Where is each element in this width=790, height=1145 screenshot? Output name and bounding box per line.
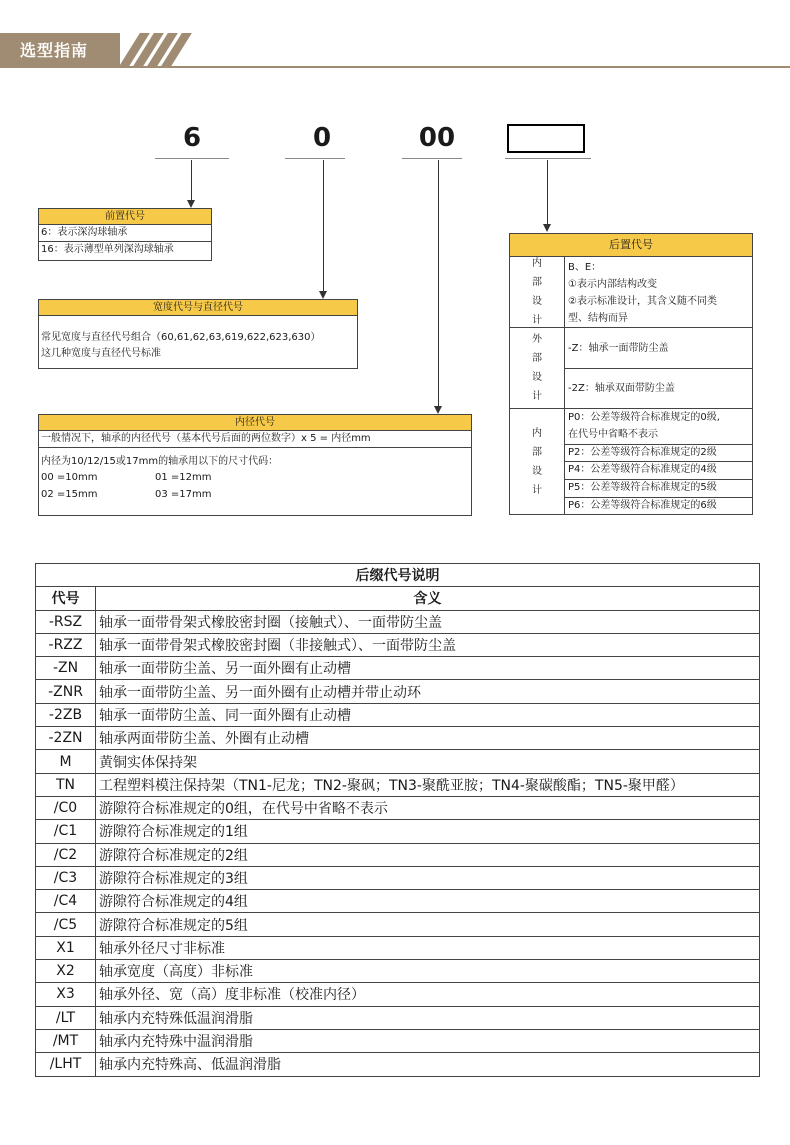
table-row: [36, 843, 760, 866]
digit-underline: [402, 158, 462, 159]
suffix-code-cell: -ZN: [36, 657, 96, 680]
arrow-line: [323, 160, 324, 291]
suffix-code-cell: /C5: [36, 913, 96, 936]
label-char: 设: [532, 465, 542, 477]
suffix-code-cell: TN: [36, 773, 96, 796]
prefix-box-title: 前置代号: [39, 209, 211, 225]
prefix-line: 6：表示深沟球轴承: [41, 227, 128, 238]
table-row: [36, 866, 760, 889]
table-row: [36, 1006, 760, 1029]
table-row: [36, 983, 760, 1006]
code-digit-dimension: 0: [312, 123, 332, 153]
bore-rule-line: 一般情况下，轴承的内径代号（基本代号后面的两位数字）x 5 = 内径mm: [41, 433, 371, 444]
label-char: 计: [532, 315, 542, 326]
label-char: 部: [532, 277, 542, 288]
label-char: 部: [532, 353, 542, 364]
suffix-meaning-cell: 轴承外径尺寸非标准: [96, 936, 760, 959]
table-caption-row: [36, 564, 760, 587]
suffix-meaning-cell: 游隙符合标准规定的0组，在代号中省略不表示: [96, 796, 760, 819]
suffix-code-cell: /C0: [36, 796, 96, 819]
external-label: [510, 328, 565, 408]
table-row: [36, 680, 760, 703]
suffix-code-box: [507, 124, 585, 153]
suffix-code-cell: X2: [36, 960, 96, 983]
tolerance-line: P4：公差等级符合标准规定的4级: [568, 464, 717, 475]
suffix-internal-row: [509, 257, 753, 328]
tolerance-line: 在代号中省略不表示: [568, 429, 658, 440]
bore-code-row: [39, 470, 471, 487]
bore-code: 03 =17mm: [155, 489, 212, 500]
table-row: [36, 1053, 760, 1076]
suffix-meaning-cell: 轴承一面带防尘盖、同一面外圈有止动槽: [96, 703, 760, 726]
bore-code: 01 =12mm: [155, 472, 212, 483]
prefix-line: 16：表示薄型单列深沟球轴承: [39, 241, 211, 258]
suffix-code-cell: X3: [36, 983, 96, 1006]
suffix-meaning-cell: 轴承一面带骨架式橡胶密封圈（非接触式）、一面带防尘盖: [96, 633, 760, 656]
table-row: [36, 703, 760, 726]
suffix-meaning-cell: 轴承宽度（高度）非标准: [96, 960, 760, 983]
digit-underline: [155, 158, 229, 159]
suffix-meaning-cell: 游隙符合标准规定的5组: [96, 913, 760, 936]
table-header-row: [36, 587, 760, 610]
suffix-code-cell: -ZNR: [36, 680, 96, 703]
suffix-meaning-cell: 工程塑料模注保持架（TN1-尼龙；TN2-聚砜；TN3-聚酰亚胺；TN4-聚碳酸酯；TN5-聚甲醛）: [96, 773, 760, 796]
internal-line: ②表示标准设计，其含义随不同类: [568, 296, 717, 307]
suffix-code-cell: /C2: [36, 843, 96, 866]
suffix-external-row: [509, 328, 753, 409]
bore-code: 02 =15mm: [41, 489, 98, 500]
digit-underline: [505, 158, 591, 159]
label-char: 内: [532, 427, 542, 439]
code-digit-bore: 00: [418, 123, 456, 153]
page-title: 选型指南: [20, 41, 89, 60]
internal-line: 型、结构而异: [568, 313, 628, 324]
external-line: -Z：轴承一面带防尘盖: [568, 343, 669, 354]
suffix-meaning-cell: 游隙符合标准规定的2组: [96, 843, 760, 866]
arrow-line: [191, 160, 192, 200]
prefix-code-box: [38, 208, 212, 261]
suffix-code-cell: /C4: [36, 890, 96, 913]
header-banner: [0, 33, 790, 68]
suffix-tolerance-row: [509, 409, 753, 515]
code-digit-series: 6: [182, 123, 202, 153]
arrow-down-icon: [543, 224, 551, 232]
table-row: [36, 633, 760, 656]
width-box-title: 宽度代号与直径代号: [39, 300, 357, 316]
header-rule: [0, 66, 790, 68]
table-row: [36, 610, 760, 633]
table-row: [36, 796, 760, 819]
table-row: [36, 727, 760, 750]
label-char: 计: [532, 391, 542, 402]
suffix-code-cell: -2ZB: [36, 703, 96, 726]
arrow-line: [438, 160, 439, 406]
label-char: 设: [532, 372, 542, 383]
internal-line: ①表示内部结构改变: [568, 279, 657, 290]
suffix-meaning-cell: 轴承一面带防尘盖、另一面外圈有止动槽并带止动环: [96, 680, 760, 703]
column-header-code: 代号: [36, 587, 96, 610]
external-line: -2Z：轴承双面带防尘盖: [568, 383, 675, 394]
suffix-meaning-cell: 轴承一面带防尘盖、另一面外圈有止动槽: [96, 657, 760, 680]
table-caption: 后缀代号说明: [36, 564, 760, 587]
suffix-meaning-cell: 轴承一面带骨架式橡胶密封圈（接触式）、一面带防尘盖: [96, 610, 760, 633]
suffix-code-cell: -2ZN: [36, 727, 96, 750]
arrow-down-icon: [434, 406, 442, 414]
label-char: 设: [532, 296, 542, 307]
bore-code: 00 =10mm: [41, 472, 98, 483]
table-row: [36, 750, 760, 773]
label-char: 内: [532, 258, 542, 269]
tolerance-label: [510, 409, 565, 514]
digit-underline: [285, 158, 345, 159]
label-char: 部: [532, 446, 542, 458]
suffix-code-cell: M: [36, 750, 96, 773]
suffix-code-cell: -RZZ: [36, 633, 96, 656]
suffix-code-cell: -RSZ: [36, 610, 96, 633]
suffix-code-cell: /C1: [36, 820, 96, 843]
arrow-line: [547, 160, 548, 224]
suffix-meaning-cell: 轴承内充特殊高、低温润滑脂: [96, 1053, 760, 1076]
tolerance-line: P5：公差等级符合标准规定的5级: [568, 482, 717, 493]
table-row: [36, 657, 760, 680]
suffix-table: [35, 563, 760, 1077]
suffix-meaning-cell: 轴承两面带防尘盖、外圈有止动槽: [96, 727, 760, 750]
width-line: 常见宽度与直径代号组合（60,61,62,63,619,622,623,630）: [41, 332, 321, 343]
suffix-code-cell: /MT: [36, 1029, 96, 1052]
suffix-code-cell: /LT: [36, 1006, 96, 1029]
suffix-code-cell: /C3: [36, 866, 96, 889]
table-row: [36, 913, 760, 936]
cell-divider: [565, 368, 753, 369]
suffix-code-cell: X1: [36, 936, 96, 959]
table-row: [36, 820, 760, 843]
table-row: [36, 773, 760, 796]
internal-line: B、E：: [568, 262, 602, 273]
table-row: [36, 960, 760, 983]
suffix-meaning-cell: 游隙符合标准规定的3组: [96, 866, 760, 889]
suffix-code-cell: /LHT: [36, 1053, 96, 1076]
bore-code-box: [38, 414, 472, 516]
tolerance-line: P6：公差等级符合标准规定的6级: [568, 500, 717, 511]
suffix-meaning-cell: 轴承内充特殊低温润滑脂: [96, 1006, 760, 1029]
label-char: 外: [532, 334, 542, 345]
internal-label: [510, 257, 565, 327]
suffix-meaning-cell: 游隙符合标准规定的4组: [96, 890, 760, 913]
bore-note-line: 内径为10/12/15或17mm的轴承用以下的尺寸代码：: [41, 456, 279, 467]
table-row: [36, 890, 760, 913]
bore-code-row: [39, 487, 471, 504]
label-char: 计: [532, 484, 542, 496]
tolerance-line: P0：公差等级符合标准规定的0级,: [568, 412, 720, 423]
arrow-down-icon: [187, 200, 195, 208]
suffix-meaning-cell: 轴承内充特殊中温润滑脂: [96, 1029, 760, 1052]
bore-box-title: 内径代号: [39, 415, 471, 431]
suffix-panel-title: 后置代号: [509, 233, 753, 257]
width-diameter-box: [38, 299, 358, 369]
arrow-down-icon: [319, 291, 327, 299]
table-row: [36, 936, 760, 959]
suffix-meaning-cell: 轴承外径、宽（高）度非标准（校准内径）: [96, 983, 760, 1006]
suffix-table-body: [36, 564, 760, 1077]
column-header-meaning: 含义: [96, 587, 760, 610]
table-row: [36, 1029, 760, 1052]
suffix-meaning-cell: 游隙符合标准规定的1组: [96, 820, 760, 843]
suffix-meaning-cell: 黄铜实体保持架: [96, 750, 760, 773]
tolerance-line: P2：公差等级符合标准规定的2级: [568, 447, 717, 458]
width-line: 这几种宽度与直径代号标准: [41, 348, 161, 359]
